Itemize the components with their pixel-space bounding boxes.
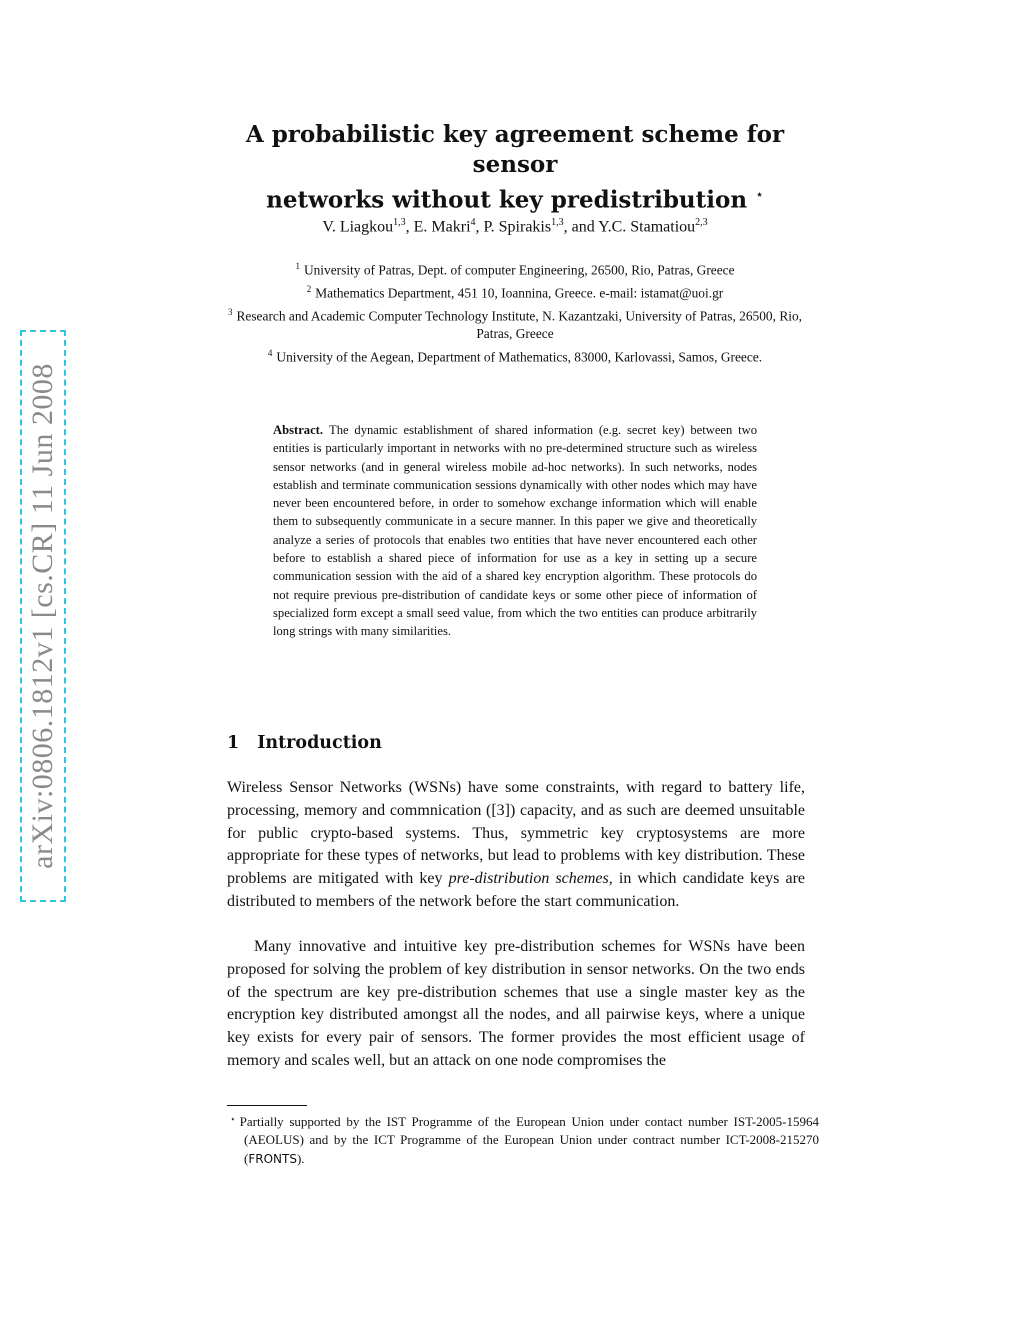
- affiliation-number: 2: [306, 283, 312, 294]
- affiliation-number: 1: [295, 261, 300, 271]
- author-name: P. Spirakis: [483, 218, 552, 236]
- affiliation-text: University of Patras, Dept. of computer Engineering, 26500, Rio, Patras, Greece: [303, 262, 735, 278]
- title-line-1: A probabilistic key agreement scheme for sensor: [245, 121, 785, 178]
- affiliation-item: [220, 303, 810, 344]
- author-affiliation-ref: 4: [470, 217, 476, 228]
- affiliation-text: Mathematics Department, 451 10, Ioannina, Greece. e-mail: istamat@uoi.gr: [315, 285, 724, 301]
- author-name: E. Makri: [413, 218, 471, 236]
- abstract: [273, 421, 757, 641]
- title-line-2-text: networks without key predistribution: [266, 186, 748, 214]
- section-heading: [227, 733, 382, 753]
- arxiv-identifier[interactable]: arXiv:0806.1812v1 [cs.CR] 11 Jun 2008: [26, 363, 59, 869]
- paragraph-text: Wireless Sensor Networks (WSNs) have some constraints, with regard to battery life, processing, memory and commnication ([3]) capacity, and as such are deemed unsuitable for public crypto-based systems. Thus, symmetric key cryptosystems are more appropriate for these types of networks, but lead to problems with key distribution. These problems are mitigated with key: [227, 779, 805, 888]
- affiliation-item: [220, 344, 810, 367]
- section-title: Introduction: [257, 733, 382, 753]
- author-list: [200, 217, 830, 236]
- affiliation-item: [220, 280, 810, 303]
- author-affiliation-ref: 2,3: [695, 217, 708, 228]
- section-number: 1: [227, 733, 240, 753]
- footnote: [230, 1110, 819, 1168]
- affiliation-number: 4: [267, 347, 273, 358]
- author-separator: ,: [475, 218, 484, 236]
- affiliation-text: University of the Aegean, Department of Mathematics, 83000, Karlovassi, Samos, Greece.: [276, 349, 763, 365]
- paragraph-text: , in which candidate keys are distributed to members of the network before the start communication.: [227, 870, 806, 910]
- title-line-2: [200, 180, 830, 216]
- affiliation-list: [220, 257, 810, 366]
- footnote-text-end: ).: [296, 1150, 305, 1166]
- author-affiliation-ref: 1,3: [393, 217, 406, 228]
- footnote-text: Partially supported by the IST Programme of the European Union under contact number IST-2005-15964 (AEOLUS) and by the ICT Programme of the European Union under contract number ICT-2008-215270 (: [239, 1114, 819, 1166]
- footnote-mark: ⋆: [230, 1114, 236, 1124]
- body-paragraph-2: Many innovative and intuitive key pre-distribution schemes for WSNs have been proposed for solving the problem of key distribution in sensor networks. On the two ends of the spectrum are key pre-distribution schemes that use a single master key as the encryption key distributed amongst all the nodes, and all pairwise keys, where a unique key exists for every pair of sensors. The former provides the most efficient usage of memory and scales well, but an attack on one node compromises the: [227, 938, 805, 1069]
- affiliation-text: Research and Academic Computer Technology Institute, N. Kazantzaki, University of Patras, 26500, Rio, Patras, Greece: [236, 308, 803, 342]
- affiliation-item: [220, 257, 810, 280]
- author-name: V. Liagkou: [322, 218, 394, 236]
- abstract-label: Abstract.: [273, 423, 324, 437]
- author-affiliation-ref: 1,3: [551, 217, 564, 228]
- abstract-text: The dynamic establishment of shared information (e.g. secret key) between two entities is particularly important in networks with no pre-determined structure such as wireless sensor networks (and in general wireless mobile ad-hoc networks). In such networks, nodes establish and terminate communication sessions dynamically with other nodes which may have never been encountered before, in order to somehow exchange information which will enable them to subsequently communicate in a secure manner. In this paper we give and theoretically analyze a series of protocols that enables two entities that have never encountered each other before to establish a shared piece of information for use as a key in setting up a secure communication session with the aid of a shared key encryption algorithm. These protocols do not require previous pre-distribution of candidate keys or some other piece of information of specialized form except a small seed value, from which the two entities can produce arbitrarily long strings with many similarities.: [273, 423, 757, 639]
- author-separator: ,: [405, 218, 414, 236]
- title-footnote-mark[interactable]: ⋆: [755, 187, 764, 203]
- footnote-divider: [227, 1105, 307, 1106]
- author-separator: , and: [563, 218, 599, 236]
- project-name: FRONTS: [248, 1151, 297, 1166]
- paper-title: [200, 120, 830, 216]
- body-paragraph-1: [227, 777, 805, 914]
- affiliation-number: 3: [227, 306, 233, 317]
- arxiv-stamp[interactable]: [20, 330, 66, 902]
- emphasis-text: pre-distribution schemes: [448, 870, 609, 888]
- author-name: Y.C. Stamatiou: [598, 218, 696, 236]
